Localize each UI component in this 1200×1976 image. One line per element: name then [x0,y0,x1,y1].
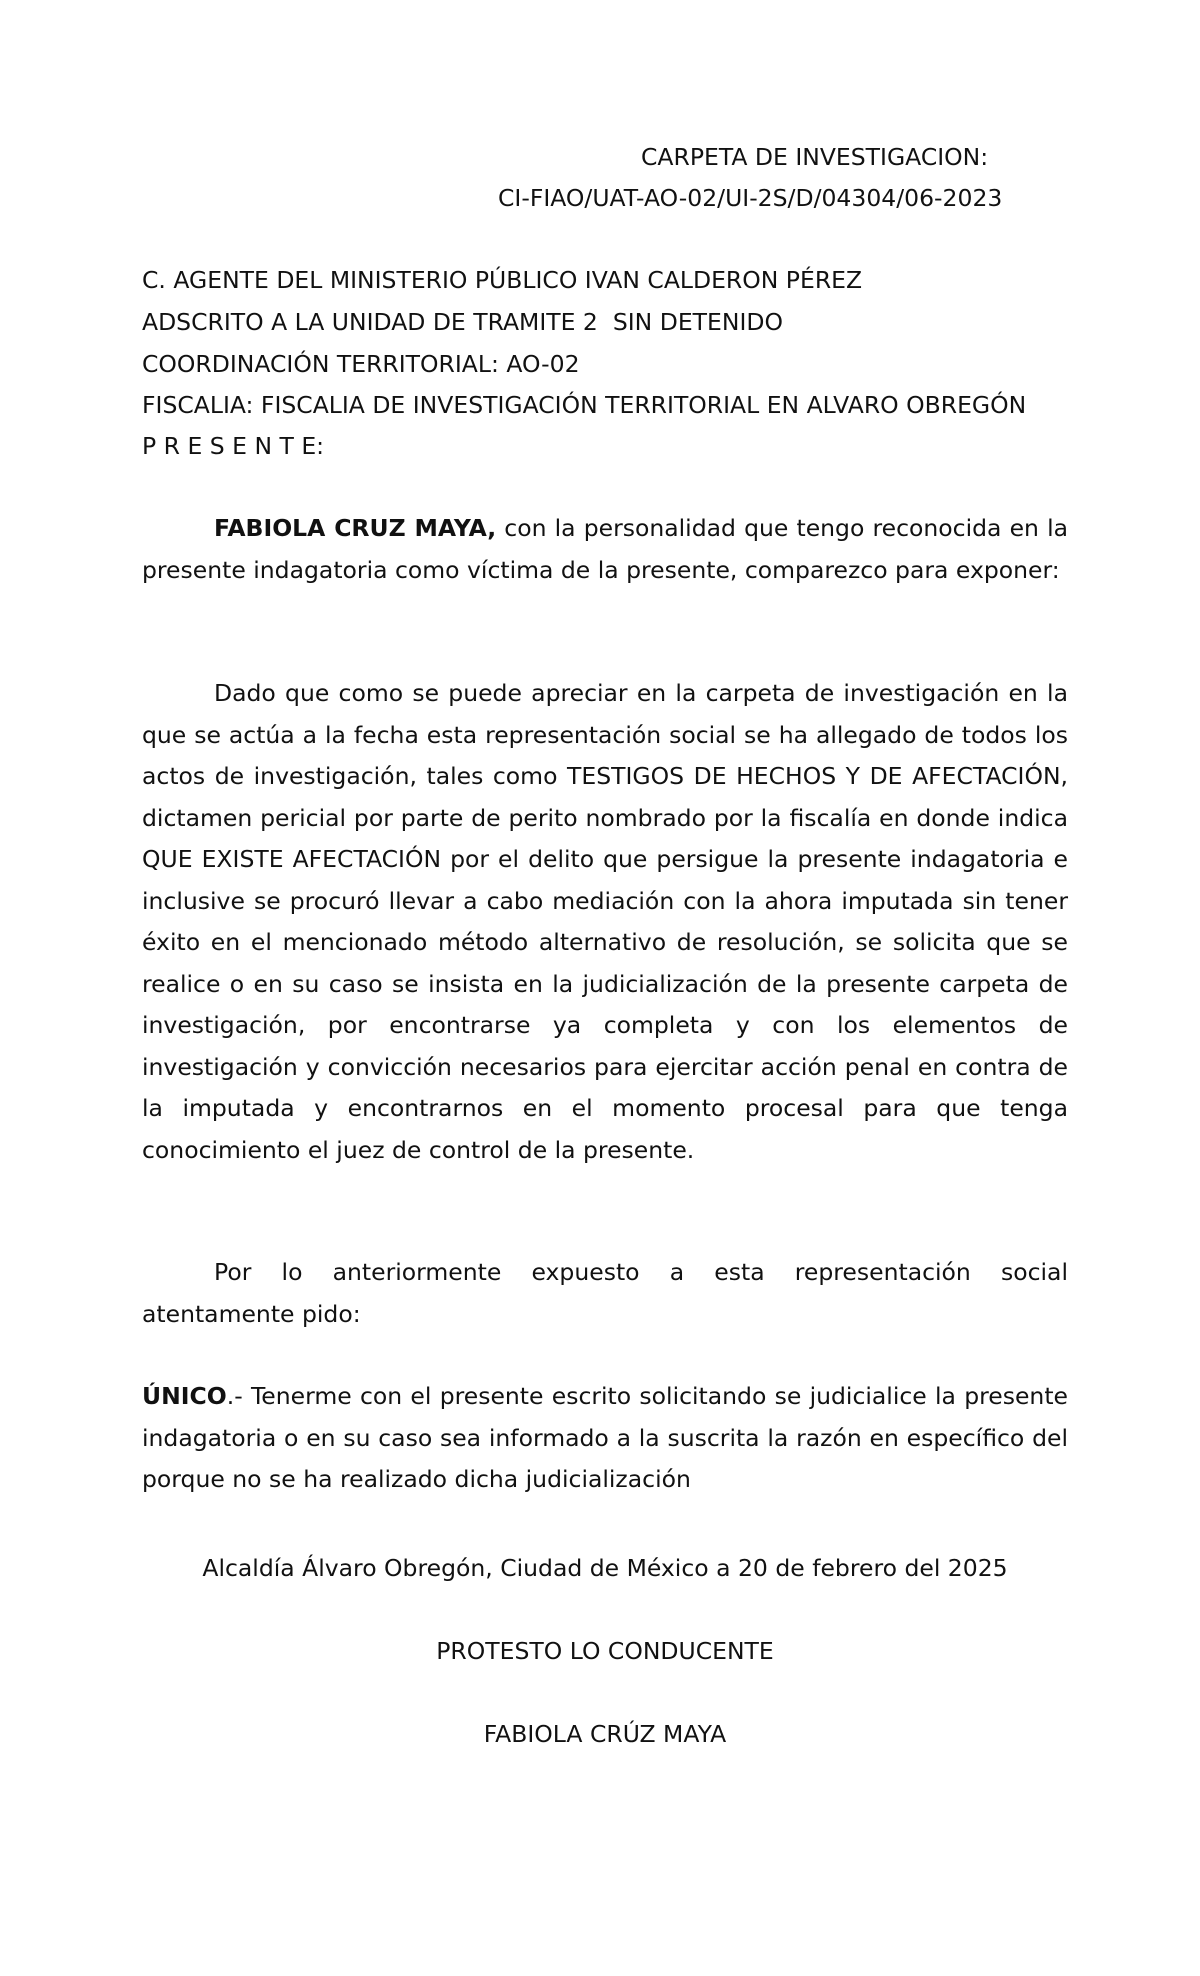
addressee-line-5: P R E S E N T E: [142,432,325,460]
petition-label: ÚNICO [142,1382,227,1410]
request-paragraph: Por lo anteriormente expuesto a esta representación social atentamente pido: [142,1258,1068,1328]
place-date: Alcaldía Álvaro Obregón, Ciudad de México a 20 de febrero del 2025 [202,1554,1008,1582]
protest-line: PROTESTO LO CONDUCENTE [436,1637,774,1665]
addressee-line-4: FISCALIA: FISCALIA DE INVESTIGACIÓN TERRITORIAL EN ALVARO OBREGÓN [142,391,1027,419]
petition-separator: .- [226,1382,243,1410]
petition-paragraph [142,1376,1068,1501]
body-paragraph: Dado que como se puede apreciar en la carpeta de investigación en la que se actúa a la fecha esta representación social se ha allegado de todos los actos de investigación, tales como TESTIGOS DE HECHOS Y DE AFECTACIÓN, dictamen pericial por parte de perito nombrado por la fiscalía en donde indica QUE EXISTE AFECTACIÓN por el delito que persigue la presente indagatoria e inclusive se procuró llevar a cabo mediación con la ahora imputada sin tener éxito en el mencionado método alternativo de resolución, se solicita que se realice o en su caso se insista en la judicialización de la presente carpeta de investigación, por encontrarse ya completa y con los elementos de investigación y convicción necesarios para ejercitar acción penal en contra de la imputada y encontrarnos en el momento procesal para que tenga conocimiento el juez de control de la presente. [142,679,1068,1164]
petition-text: Tenerme con el presente escrito solicitando se judicialice la presente indagatoria o en su caso sea informado a la suscrita la razón en específico del porque no se ha realizado dicha judicialización [142,1382,1068,1493]
intro-name: FABIOLA CRUZ MAYA, [214,514,497,542]
addressee-line-2: ADSCRITO A LA UNIDAD DE TRAMITE 2 SIN DETENIDO [142,308,783,336]
intro-text: con la personalidad que tengo reconocida en la presente indagatoria como víctima de la presente, comparezco para exponer: [142,514,1068,584]
case-number: CI-FIAO/UAT-AO-02/UI-2S/D/04304/06-2023 [498,184,1003,212]
addressee-line-3: COORDINACIÓN TERRITORIAL: AO-02 [142,350,580,378]
signature-name: FABIOLA CRÚZ MAYA [483,1720,727,1748]
intro-paragraph [142,508,1068,591]
case-label: CARPETA DE INVESTIGACION: [641,143,989,171]
addressee-line-1: C. AGENTE DEL MINISTERIO PÚBLICO IVAN CALDERON PÉREZ [142,266,863,294]
